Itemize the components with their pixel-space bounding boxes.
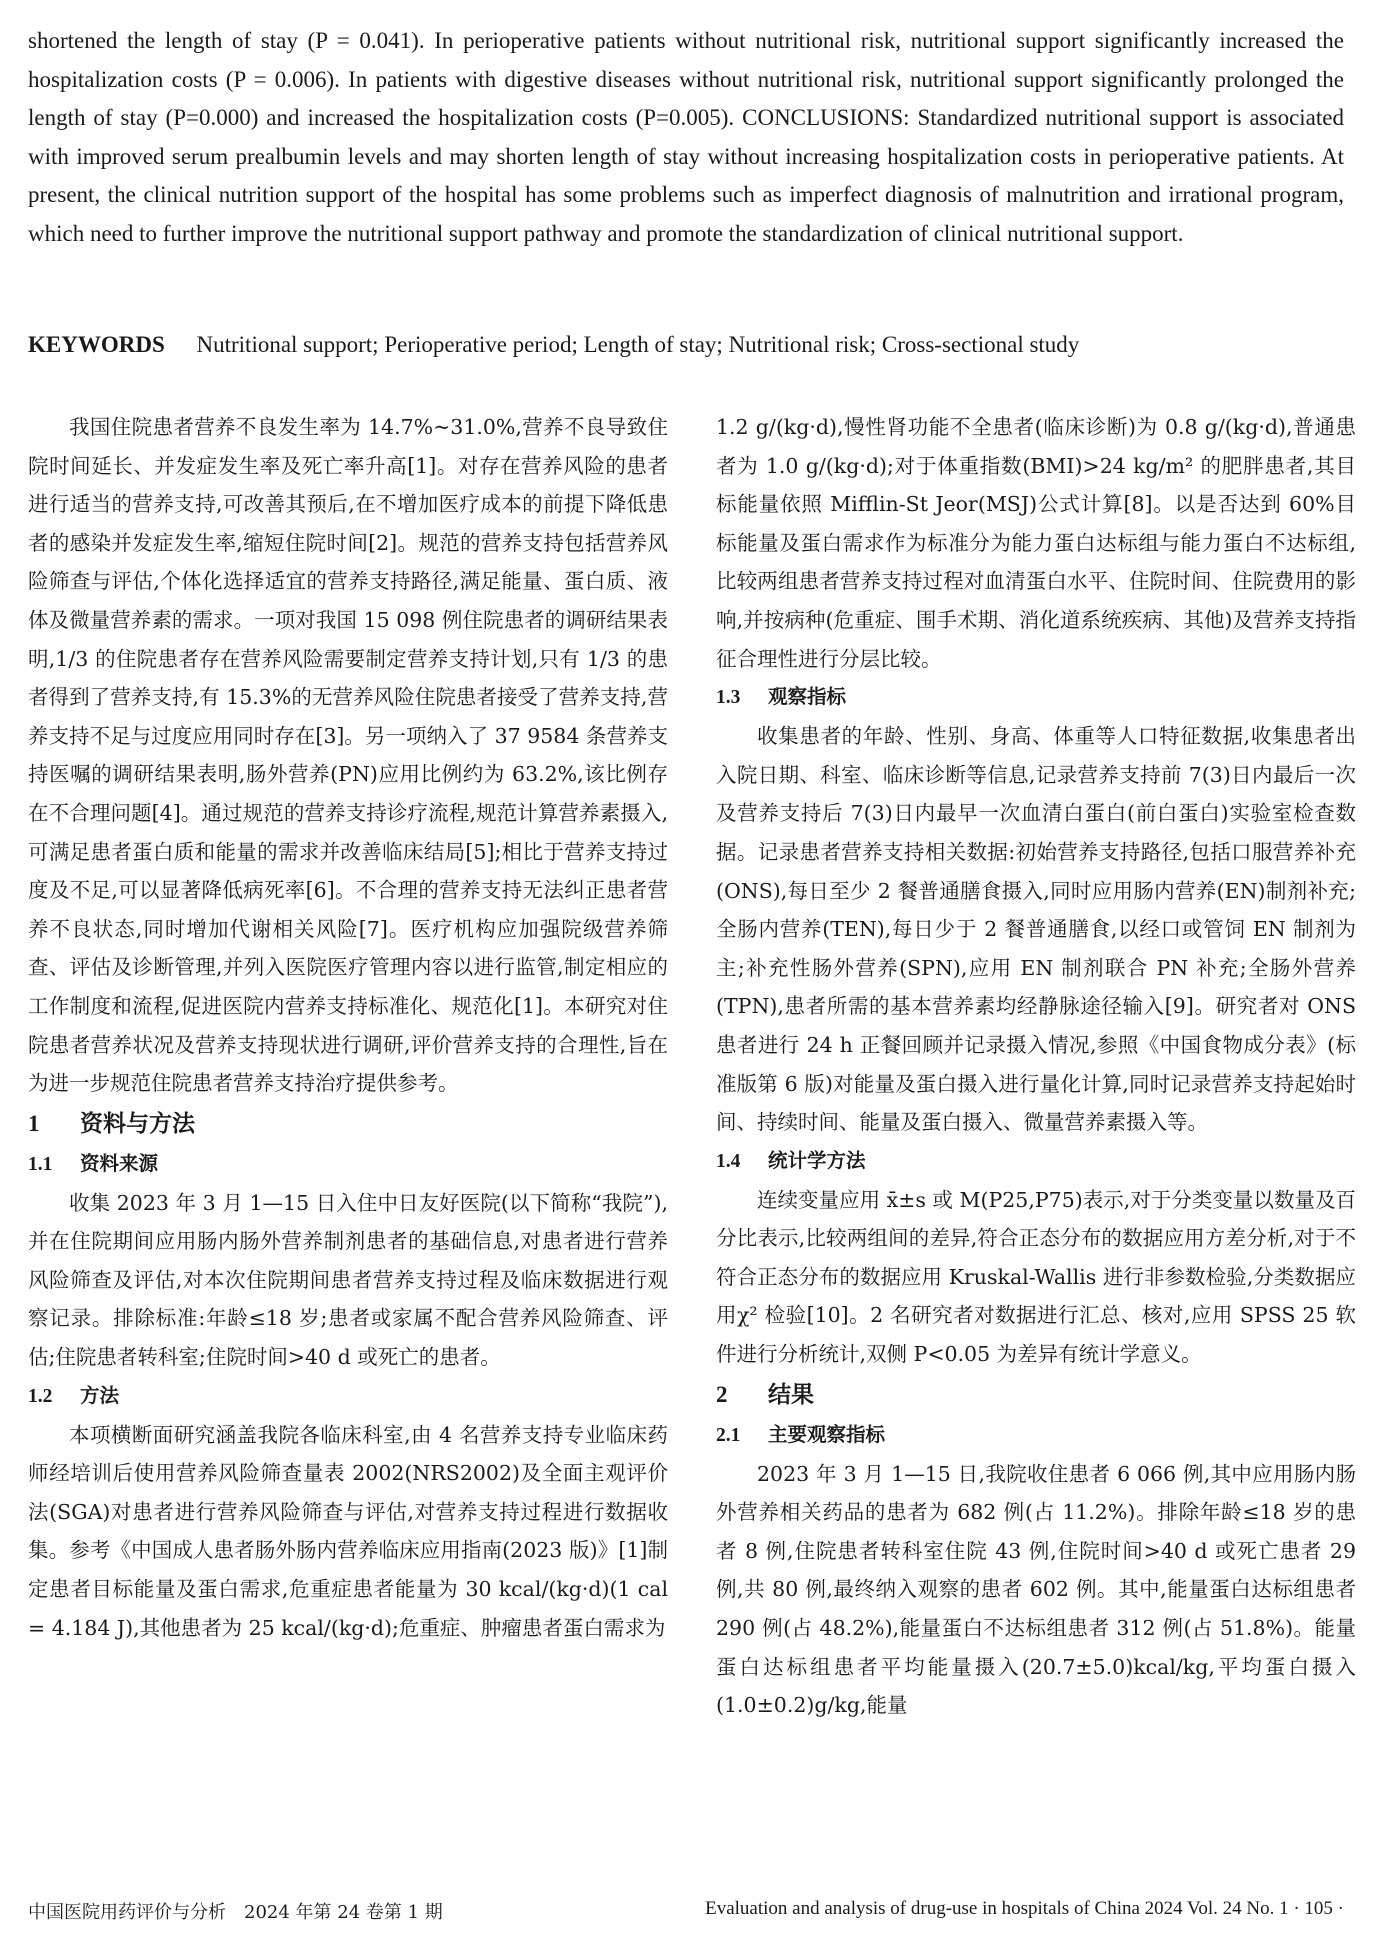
- paragraph-1-1: 收集 2023 年 3 月 1—15 日入住中日友好医院(以下简称“我院”),并在住院期间应用肠内肠外营养制剂患者的基础信息,对患者进行营养风险筛查及评估,对本次住院期间患者营养支持过程及临床数据进行观察记录。排除标准:年龄≤18 岁;患者或家属不配合营养风险筛查、评估;住院患者转科室;住院时间>40 d 或死亡的患者。: [28, 1190, 668, 1370]
- keywords-text: Nutritional support; Perioperative period; Length of stay; Nutritional risk; Cross-sectional study: [196, 332, 1080, 357]
- section-title: 资料与方法: [80, 1110, 195, 1137]
- section-title: 观察指标: [768, 685, 847, 709]
- section-number: 1.4: [716, 1150, 741, 1172]
- section-heading-1-2: [28, 1377, 668, 1416]
- footer-journal-cn: 中国医院用药评价与分析 2024 年第 24 卷第 1 期: [28, 1902, 443, 1923]
- keywords-label: KEYWORDS: [28, 332, 165, 357]
- abstract-continuation: [28, 22, 1344, 253]
- section-title: 资料来源: [80, 1151, 159, 1175]
- section-heading-2-1: [716, 1416, 1356, 1455]
- section-heading-1-3: [716, 678, 1356, 717]
- section-title: 方法: [80, 1383, 120, 1407]
- right-column: [716, 408, 1356, 1725]
- paragraph-1-4: 连续变量应用 x̄±s 或 M(P25,P75)表示,对于分类变量以数量及百分比表示,比较两组间的差异,符合正态分布的数据应用方差分析,对于不符合正态分布的数据应用 Kruskal-Wallis 进行非参数检验,分类数据应用χ² 检验[10]。2 名研究者对数据进行汇总、核对,应用 SPSS 25 软件进行分析统计,双侧 P<0.05 为差异有统计学意义。: [716, 1187, 1356, 1367]
- section-number: 1.3: [716, 687, 741, 709]
- section-number: 2: [716, 1381, 728, 1407]
- footer-journal-en: Evaluation and analysis of drug-use in hospitals of China 2024 Vol. 24 No. 1 · 105 ·: [705, 1898, 1344, 1919]
- section-number: 2.1: [716, 1424, 741, 1446]
- paragraph-1-2-continued: 1.2 g/(kg·d),慢性肾功能不全患者(临床诊断)为 0.8 g/(kg·d),普通患者为 1.0 g/(kg·d);对于体重指数(BMI)>24 kg/m² 的肥胖患者,其目标能量依照 Mifflin-St Jeor(MSJ)公式计算[8]。以是否达到 60%目标能量及蛋白需求作为标准分为能力蛋白达标组与能力蛋白不达标组,比较两组患者营养支持过程对血清蛋白水平、住院时间、住院费用的影响,并按病种(危重症、围手术期、消化道系统疾病、其他)及营养支持指征合理性进行分层比较。: [716, 415, 1356, 671]
- paragraph-1-3: 收集患者的年龄、性别、身高、体重等人口特征数据,收集患者出入院日期、科室、临床诊断等信息,记录营养支持前 7(3)日内最后一次及营养支持后 7(3)日内最早一次血清白蛋白(前白蛋白)实验室检查数据。记录患者营养支持相关数据:初始营养支持路径,包括口服营养补充(ONS),每日至少 2 餐普通膳食摄入,同时应用肠内营养(EN)制剂补充;全肠内营养(TEN),每日少于 2 餐普通膳食,以经口或管饲 EN 制剂为主;补充性肠外营养(SPN),应用 EN 制剂联合 PN 补充;全肠外营养(TPN),患者所需的基本营养素均经静脉途径输入[9]。研究者对 ONS 患者进行 24 h 正餐回顾并记录摄入情况,参照《中国食物成分表》(标准版第 6 版)对能量及蛋白摄入进行量化计算,同时记录营养支持起始时间、持续时间、能量及蛋白摄入、微量营养素摄入等。: [716, 724, 1356, 1135]
- section-heading-1: [28, 1103, 668, 1145]
- left-column: [28, 408, 668, 1647]
- section-heading-1-1: [28, 1145, 668, 1184]
- page-footer: [28, 1898, 1344, 1924]
- paragraph-2-1: 2023 年 3 月 1—15 日,我院收住患者 6 066 例,其中应用肠内肠外营养相关药品的患者为 682 例(占 11.2%)。排除年龄≤18 岁的患者 8 例,住院患者转科室住院 43 例,住院时间>40 d 或死亡患者 29 例,共 80 例,最终纳入观察的患者 602 例。其中,能量蛋白达标组患者 290 例(占 48.2%),能量蛋白不达标组患者 312 例(占 51.8%)。能量蛋白达标组患者平均能量摄入(20.7±5.0)kcal/kg,平均蛋白摄入(1.0±0.2)g/kg,能量: [716, 1461, 1356, 1718]
- section-heading-1-4: [716, 1142, 1356, 1181]
- abstract-text: shortened the length of stay (P = 0.041). In perioperative patients without nutritional risk, nutritional support significantly increased the hospitalization costs (P = 0.006). In patients with digestive diseases without nutritional risk, nutritional support significantly prolonged the length of stay (P=0.000) and increased the hospitalization costs (P=0.005). CONCLUSIONS: Standardized nutritional support is associated with improved serum prealbumin levels and may shorten length of stay without increasing hospitalization costs in perioperative patients. At present, the clinical nutrition support of the hospital has some problems such as imperfect diagnosis of malnutrition and irrational program, which need to further improve the nutritional support pathway and promote the standardization of clinical nutritional support.: [28, 28, 1344, 246]
- paragraph-1-2: 本项横断面研究涵盖我院各临床科室,由 4 名营养支持专业临床药师经培训后使用营养风险筛查量表 2002(NRS2002)及全面主观评价法(SGA)对患者进行营养风险筛查与评估,对营养支持过程进行数据收集。参考《中国成人患者肠外肠内营养临床应用指南(2023 版)》[1]制定患者目标能量及蛋白需求,危重症患者能量为 30 kcal/(kg·d)(1 cal = 4.184 J),其他患者为 25 kcal/(kg·d);危重症、肿瘤患者蛋白需求为: [28, 1422, 668, 1640]
- section-number: 1: [28, 1110, 40, 1136]
- section-heading-2: [716, 1374, 1356, 1416]
- section-title: 结果: [768, 1381, 814, 1408]
- section-number: 1.1: [28, 1153, 53, 1175]
- section-title: 主要观察指标: [768, 1422, 886, 1446]
- section-number: 1.2: [28, 1385, 53, 1407]
- section-title: 统计学方法: [768, 1148, 866, 1172]
- intro-paragraph: 我国住院患者营养不良发生率为 14.7%~31.0%,营养不良导致住院时间延长、并发症发生率及死亡率升高[1]。对存在营养风险的患者进行适当的营养支持,可改善其预后,在不增加医疗成本的前提下降低患者的感染并发症发生率,缩短住院时间[2]。规范的营养支持包括营养风险筛查与评估,个体化选择适宜的营养支持路径,满足能量、蛋白质、液体及微量营养素的需求。一项对我国 15 098 例住院患者的调研结果表明,1/3 的住院患者存在营养风险需要制定营养支持计划,只有 1/3 的患者得到了营养支持,有 15.3%的无营养风险住院患者接受了营养支持,营养支持不足与过度应用同时存在[3]。另一项纳入了 37 9584 条营养支持医嘱的调研结果表明,肠外营养(PN)应用比例约为 63.2%,该比例存在不合理问题[4]。通过规范的营养支持诊疗流程,规范计算营养素摄入,可满足患者蛋白质和能量的需求并改善临床结局[5];相比于营养支持过度及不足,可以显著降低病死率[6]。不合理的营养支持无法纠正患者营养不良状态,同时增加代谢相关风险[7]。医疗机构应加强院级营养筛查、评估及诊断管理,并列入医院医疗管理内容以进行监管,制定相应的工作制度和流程,促进医院内营养支持标准化、规范化[1]。本研究对住院患者营养状况及营养支持现状进行调研,评价营养支持的合理性,旨在为进一步规范住院患者营养支持治疗提供参考。: [28, 415, 668, 1096]
- keywords-line: [28, 326, 1344, 364]
